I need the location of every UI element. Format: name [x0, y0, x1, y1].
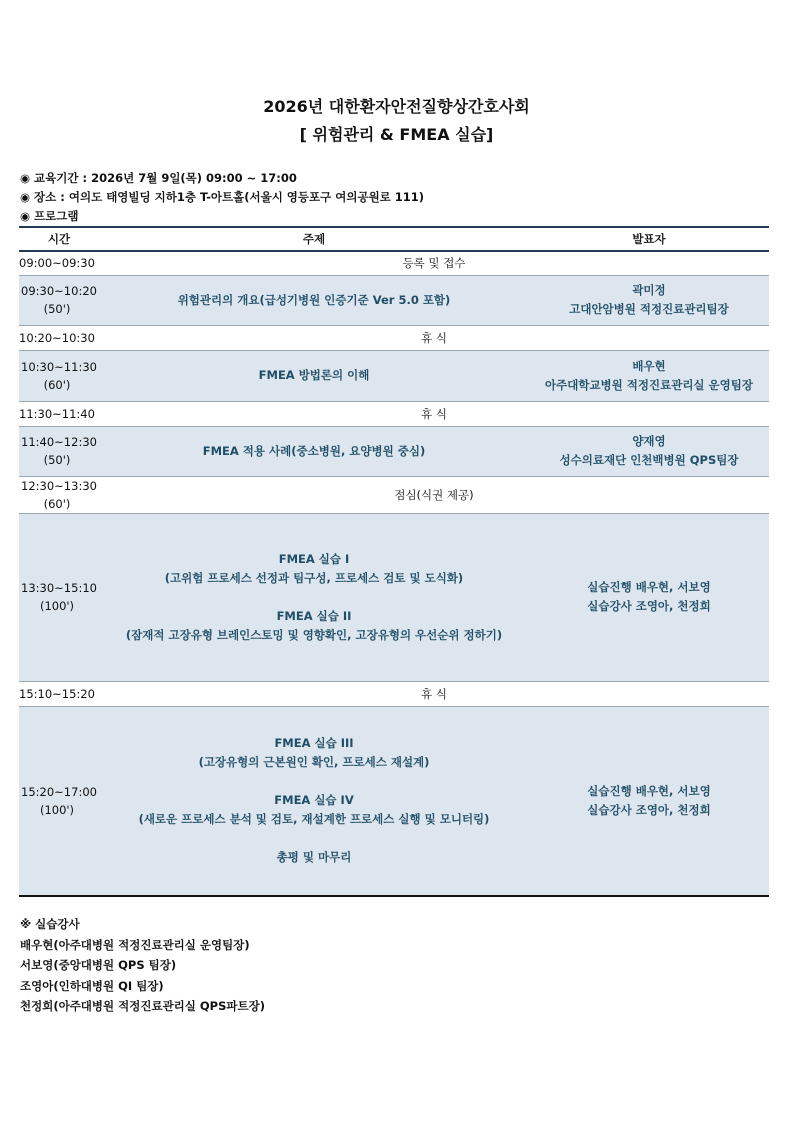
topic-line: (잠재적 고장유형 브레인스토밍 및 영향확인, 고장유형의 우선순위 정하기) — [125, 627, 503, 642]
duration-cell: (50') — [43, 453, 71, 467]
duration-cell: (100') — [39, 599, 75, 613]
duration-cell: (60') — [43, 496, 71, 511]
instructor-heading: ※ 실습강사 — [20, 917, 80, 931]
topic-line: FMEA 실습 I — [278, 551, 350, 566]
break-cell: 휴 식 — [99, 325, 769, 350]
topic-cell: FMEA 적용 사례(중소병원, 요양병원 중심) — [99, 426, 529, 476]
topic-cell: 위험관리의 개요(급성기병원 인증기준 Ver 5.0 포함) — [99, 275, 529, 325]
time-cell: 13:30~15:10 — [21, 581, 97, 595]
topic-line: FMEA 실습 II — [276, 608, 352, 623]
table-header-row — [19, 227, 769, 251]
instructor-line: 서보영(중앙대병원 QPS 팀장) — [20, 958, 177, 972]
speaker-affiliation: 성수의료재단 인천백병원 QPS팀장 — [559, 453, 739, 467]
speaker-affiliation: 아주대학교병원 적정진료관리실 운영팀장 — [545, 377, 753, 392]
topic-line: (고장유형의 근본원인 확인, 프로세스 재설계) — [198, 755, 430, 770]
instructor-line: 조영아(인하대병원 QI 팀장) — [20, 978, 164, 993]
speaker-name: 양재영 — [632, 434, 666, 448]
topic-line: (고위험 프로세스 선정과 팀구성, 프로세스 검토 및 도식화) — [164, 570, 464, 585]
document-title: 2026년 대한환자안전질향상간호사회 — [263, 97, 530, 116]
table-row — [19, 513, 769, 681]
time-cell: 15:10~15:20 — [19, 686, 95, 701]
time-cell: 09:00~09:30 — [19, 256, 95, 271]
registration-cell: 등록 및 접수 — [99, 251, 769, 275]
time-cell: 11:30~11:40 — [19, 406, 95, 421]
instructor-notes — [20, 914, 265, 1017]
break-cell: 휴 식 — [99, 681, 769, 706]
education-period: ◉ 교육기간 : 2026년 7월 9일(목) 09:00 ~ 17:00 — [20, 171, 297, 185]
time-cell: 10:20~10:30 — [19, 330, 95, 345]
instructor-line: 배우현(아주대병원 적정진료관리실 운영팀장) — [20, 937, 250, 952]
topic-cell — [99, 706, 529, 896]
topic-line: FMEA 실습 IV — [274, 793, 354, 808]
break-cell: 휴 식 — [99, 401, 769, 426]
practice-lead: 실습진행 배우현, 서보영 — [587, 783, 711, 798]
table-row — [19, 325, 769, 350]
table-row — [19, 706, 769, 896]
header-time: 시간 — [19, 227, 99, 251]
speaker-name: 곽미정 — [632, 283, 666, 297]
time-cell: 11:40~12:30 — [21, 435, 97, 449]
table-row — [19, 681, 769, 706]
practice-instructors: 실습강사 조영아, 천정희 — [587, 802, 711, 817]
table-row — [19, 426, 769, 476]
table-row — [19, 251, 769, 275]
topic-cell: FMEA 방법론의 이해 — [99, 350, 529, 401]
topic-line: FMEA 실습 III — [274, 736, 354, 751]
duration-cell: (60') — [43, 377, 71, 392]
time-cell: 10:30~11:30 — [21, 359, 97, 374]
document-subtitle: [ 위험관리 & FMEA 실습] — [299, 125, 494, 144]
topic-line: 총평 및 마무리 — [276, 850, 352, 865]
duration-cell: (50') — [43, 302, 71, 316]
time-cell: 09:30~10:20 — [21, 284, 97, 298]
speaker-affiliation: 고대안암병원 적정진료관리팀장 — [569, 302, 729, 316]
lunch-cell: 점심(식권 제공) — [99, 476, 769, 513]
time-cell: 12:30~13:30 — [21, 478, 97, 493]
schedule-table — [19, 226, 769, 897]
instructor-line: 천정희(아주대병원 적정진료관리실 QPS파트장) — [20, 999, 265, 1013]
topic-cell — [99, 513, 529, 681]
duration-cell: (100') — [39, 802, 75, 817]
header-speaker: 발표자 — [529, 227, 769, 251]
topic-line: (새로운 프로세스 분석 및 검토, 재설계한 프로세스 실행 및 모니터링) — [138, 812, 490, 827]
table-row — [19, 401, 769, 426]
time-cell: 15:20~17:00 — [21, 784, 97, 799]
table-row — [19, 275, 769, 325]
speaker-name: 배우현 — [632, 358, 666, 373]
table-row — [19, 476, 769, 513]
practice-instructors: 실습강사 조영아, 천정희 — [587, 599, 711, 613]
table-row — [19, 350, 769, 401]
program-heading: ◉ 프로그램 — [20, 209, 79, 223]
venue: ◉ 장소 : 여의도 태영빌딩 지하1층 T-아트홀(서울시 영등포구 여의공원로 111) — [20, 190, 425, 204]
header-topic: 주제 — [99, 227, 529, 251]
practice-lead: 실습진행 배우현, 서보영 — [587, 580, 711, 594]
